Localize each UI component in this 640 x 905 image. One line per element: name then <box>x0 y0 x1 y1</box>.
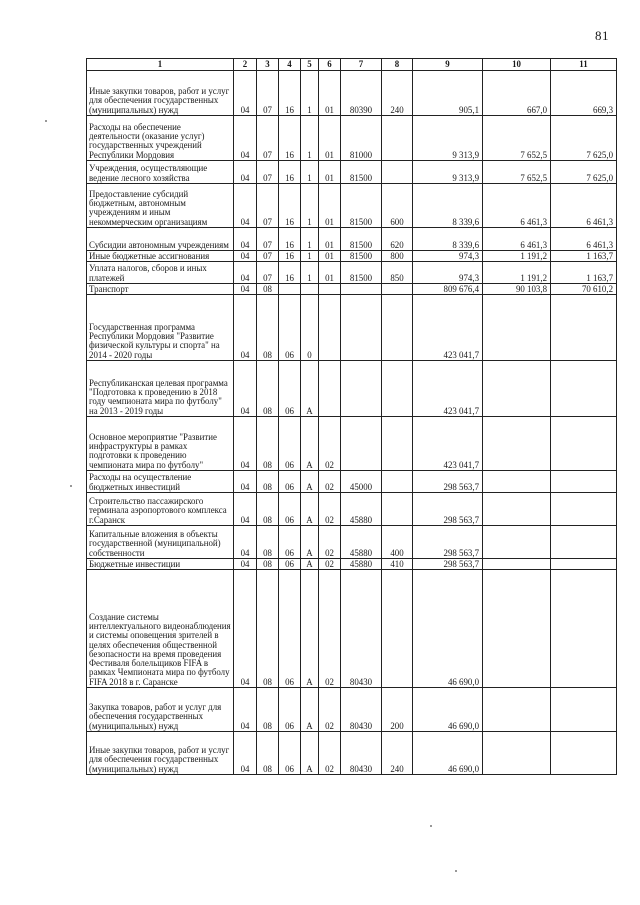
row-value-cell: 06 <box>279 732 301 775</box>
row-name-cell: Создание системы интеллектуального видеонаблюдения и системы оповещения зрителей в целях обеспечения общественной безопасности на время проведения Фестиваля болельщиков FIFA в рамках Чемпионата мира по футболу FIFA 2018 в г. Саранске <box>87 570 234 688</box>
row-value-cell: 1 <box>301 161 319 184</box>
table-row <box>87 471 617 493</box>
row-value-cell: 06 <box>279 471 301 493</box>
row-value-cell: 81500 <box>341 228 382 251</box>
row-value-cell <box>382 161 413 184</box>
table-row <box>87 71 617 116</box>
row-value-cell: 8 339,6 <box>413 228 483 251</box>
row-name-cell: Транспорт <box>87 284 234 295</box>
column-header: 9 <box>413 59 483 71</box>
row-value-cell <box>382 284 413 295</box>
row-value-cell: 1 <box>301 184 319 228</box>
row-value-cell <box>341 295 382 361</box>
table-header-row <box>87 59 617 71</box>
row-value-cell <box>551 471 617 493</box>
row-value-cell: 02 <box>319 417 341 471</box>
row-value-cell: 01 <box>319 184 341 228</box>
row-value-cell: 16 <box>279 71 301 116</box>
row-value-cell <box>551 688 617 732</box>
row-value-cell: 02 <box>319 570 341 688</box>
row-value-cell <box>483 526 551 559</box>
row-value-cell <box>301 284 319 295</box>
table-row <box>87 361 617 417</box>
row-value-cell: 1 191,2 <box>483 251 551 262</box>
row-value-cell: 1 <box>301 116 319 161</box>
row-value-cell: 400 <box>382 526 413 559</box>
row-name-cell: Основное мероприятие "Развитие инфраструктуры в рамках подготовки к проведению чемпионата мира по футболу" <box>87 417 234 471</box>
row-value-cell: 06 <box>279 493 301 526</box>
row-value-cell <box>341 417 382 471</box>
row-value-cell: 01 <box>319 251 341 262</box>
row-value-cell: 80430 <box>341 732 382 775</box>
row-value-cell: 81500 <box>341 251 382 262</box>
row-value-cell: 04 <box>234 493 257 526</box>
row-value-cell: 04 <box>234 161 257 184</box>
row-value-cell: 1 163,7 <box>551 251 617 262</box>
row-value-cell: 16 <box>279 184 301 228</box>
row-value-cell: 80390 <box>341 71 382 116</box>
row-value-cell: 6 461,3 <box>483 228 551 251</box>
row-value-cell: 7 652,5 <box>483 116 551 161</box>
row-value-cell <box>341 284 382 295</box>
row-value-cell <box>382 361 413 417</box>
row-value-cell: 07 <box>257 251 279 262</box>
row-value-cell: 70 610,2 <box>551 284 617 295</box>
row-value-cell: 1 191,2 <box>483 262 551 284</box>
table-row <box>87 161 617 184</box>
row-name-cell: Республиканская целевая программа "Подготовка к проведению в 2018 году чемпионата мира по футболу" на 2013 - 2019 годы <box>87 361 234 417</box>
column-header: 8 <box>382 59 413 71</box>
row-value-cell: 04 <box>234 184 257 228</box>
row-value-cell: 07 <box>257 161 279 184</box>
table-row <box>87 559 617 570</box>
table-row <box>87 688 617 732</box>
row-value-cell: 06 <box>279 295 301 361</box>
row-value-cell <box>551 361 617 417</box>
row-value-cell <box>483 688 551 732</box>
table-row <box>87 732 617 775</box>
row-value-cell: 298 563,7 <box>413 493 483 526</box>
row-value-cell: 1 <box>301 71 319 116</box>
row-value-cell: А <box>301 361 319 417</box>
table-row <box>87 417 617 471</box>
row-value-cell <box>551 295 617 361</box>
row-value-cell: 1 163,7 <box>551 262 617 284</box>
row-value-cell <box>382 493 413 526</box>
row-value-cell <box>483 732 551 775</box>
row-value-cell: 16 <box>279 161 301 184</box>
row-value-cell: 423 041,7 <box>413 361 483 417</box>
table-row <box>87 228 617 251</box>
row-value-cell <box>551 732 617 775</box>
row-value-cell: 974,3 <box>413 262 483 284</box>
row-value-cell: 800 <box>382 251 413 262</box>
column-header: 10 <box>483 59 551 71</box>
row-name-cell: Субсидии автономным учреждениям <box>87 228 234 251</box>
row-value-cell: 298 563,7 <box>413 471 483 493</box>
row-value-cell <box>382 417 413 471</box>
row-value-cell: 08 <box>257 732 279 775</box>
row-value-cell: 298 563,7 <box>413 526 483 559</box>
row-value-cell: 45000 <box>341 471 382 493</box>
row-value-cell: 81500 <box>341 161 382 184</box>
row-value-cell: 04 <box>234 526 257 559</box>
table-row <box>87 493 617 526</box>
row-value-cell: 905,1 <box>413 71 483 116</box>
row-value-cell: 667,0 <box>483 71 551 116</box>
column-header: 2 <box>234 59 257 71</box>
row-value-cell: 46 690,0 <box>413 732 483 775</box>
row-value-cell: 81500 <box>341 262 382 284</box>
row-value-cell: 04 <box>234 361 257 417</box>
row-value-cell: 46 690,0 <box>413 570 483 688</box>
row-value-cell: 08 <box>257 570 279 688</box>
row-value-cell: 02 <box>319 526 341 559</box>
row-name-cell: Иные бюджетные ассигнования <box>87 251 234 262</box>
scan-speck <box>430 825 432 827</box>
row-value-cell: А <box>301 526 319 559</box>
row-value-cell: 423 041,7 <box>413 295 483 361</box>
row-name-cell: Расходы на осуществление бюджетных инвестиций <box>87 471 234 493</box>
row-name-cell: Предоставление субсидий бюджетным, автономным учреждениям и иным некоммерческим организациям <box>87 184 234 228</box>
row-name-cell: Государственная программа Республики Мордовия "Развитие физической культуры и спорта" на 2014 - 2020 годы <box>87 295 234 361</box>
row-value-cell <box>483 559 551 570</box>
column-header: 7 <box>341 59 382 71</box>
row-value-cell <box>382 295 413 361</box>
row-value-cell: 45880 <box>341 493 382 526</box>
row-value-cell: 7 625,0 <box>551 116 617 161</box>
row-value-cell: 04 <box>234 262 257 284</box>
row-value-cell: 6 461,3 <box>483 184 551 228</box>
row-value-cell: 08 <box>257 559 279 570</box>
row-value-cell: 04 <box>234 71 257 116</box>
row-value-cell: 06 <box>279 688 301 732</box>
row-value-cell <box>279 284 301 295</box>
row-value-cell: 06 <box>279 526 301 559</box>
table-row <box>87 116 617 161</box>
row-value-cell: 06 <box>279 361 301 417</box>
table-row <box>87 262 617 284</box>
row-value-cell: 02 <box>319 688 341 732</box>
row-value-cell: 1 <box>301 228 319 251</box>
row-value-cell <box>382 570 413 688</box>
row-value-cell: 01 <box>319 161 341 184</box>
row-value-cell <box>382 471 413 493</box>
row-name-cell: Иные закупки товаров, работ и услуг для обеспечения государственных (муниципальных) нужд <box>87 732 234 775</box>
row-value-cell: 81000 <box>341 116 382 161</box>
table-body <box>87 71 617 775</box>
row-value-cell <box>551 526 617 559</box>
row-value-cell: А <box>301 471 319 493</box>
row-value-cell: 02 <box>319 559 341 570</box>
row-value-cell: 01 <box>319 262 341 284</box>
row-value-cell <box>483 570 551 688</box>
row-value-cell: 16 <box>279 228 301 251</box>
row-value-cell: 06 <box>279 570 301 688</box>
row-value-cell: 8 339,6 <box>413 184 483 228</box>
row-value-cell: 02 <box>319 493 341 526</box>
scan-speck <box>70 485 72 487</box>
row-name-cell: Строительство пассажирского терминала аэропортового комплекса г.Саранск <box>87 493 234 526</box>
row-value-cell: 6 461,3 <box>551 184 617 228</box>
scan-speck <box>45 120 47 122</box>
row-value-cell <box>483 361 551 417</box>
column-header: 6 <box>319 59 341 71</box>
row-value-cell: 1 <box>301 251 319 262</box>
row-value-cell: 04 <box>234 559 257 570</box>
row-value-cell: 0 <box>301 295 319 361</box>
row-value-cell: 04 <box>234 570 257 688</box>
page-number: 81 <box>595 28 609 43</box>
row-value-cell: 07 <box>257 116 279 161</box>
row-name-cell: Иные закупки товаров, работ и услуг для обеспечения государственных (муниципальных) нужд <box>87 71 234 116</box>
row-value-cell: 9 313,9 <box>413 116 483 161</box>
table-row <box>87 284 617 295</box>
row-name-cell: Расходы на обеспечение деятельности (оказание услуг) государственных учреждений Республики Мордовия <box>87 116 234 161</box>
row-value-cell <box>483 493 551 526</box>
row-name-cell: Бюджетные инвестиции <box>87 559 234 570</box>
column-header: 4 <box>279 59 301 71</box>
column-header: 3 <box>257 59 279 71</box>
row-value-cell: 45880 <box>341 526 382 559</box>
row-value-cell: 6 461,3 <box>551 228 617 251</box>
row-value-cell: 7 625,0 <box>551 161 617 184</box>
row-value-cell: А <box>301 732 319 775</box>
row-value-cell: 07 <box>257 262 279 284</box>
row-value-cell <box>551 559 617 570</box>
row-value-cell: 08 <box>257 493 279 526</box>
row-value-cell: 240 <box>382 732 413 775</box>
row-value-cell <box>382 116 413 161</box>
budget-table <box>86 58 617 775</box>
table-row <box>87 526 617 559</box>
row-value-cell: 08 <box>257 471 279 493</box>
row-value-cell: А <box>301 570 319 688</box>
row-value-cell: 07 <box>257 71 279 116</box>
row-value-cell: 04 <box>234 732 257 775</box>
table-row <box>87 251 617 262</box>
row-name-cell: Учреждения, осуществляющие ведение лесного хозяйства <box>87 161 234 184</box>
row-value-cell: 01 <box>319 116 341 161</box>
row-value-cell: 06 <box>279 417 301 471</box>
row-value-cell: 01 <box>319 71 341 116</box>
row-value-cell: 04 <box>234 116 257 161</box>
row-value-cell: 410 <box>382 559 413 570</box>
row-value-cell <box>319 361 341 417</box>
row-value-cell: А <box>301 559 319 570</box>
scan-speck <box>455 870 457 872</box>
row-value-cell: А <box>301 688 319 732</box>
row-value-cell: 08 <box>257 526 279 559</box>
row-value-cell: 04 <box>234 688 257 732</box>
row-value-cell <box>319 295 341 361</box>
row-value-cell: 08 <box>257 284 279 295</box>
row-value-cell: 7 652,5 <box>483 161 551 184</box>
row-value-cell: 850 <box>382 262 413 284</box>
row-value-cell: 07 <box>257 228 279 251</box>
row-value-cell: 04 <box>234 228 257 251</box>
row-value-cell: А <box>301 493 319 526</box>
row-value-cell: 02 <box>319 471 341 493</box>
row-value-cell: 974,3 <box>413 251 483 262</box>
row-value-cell: 01 <box>319 228 341 251</box>
row-value-cell: 08 <box>257 417 279 471</box>
row-value-cell: 600 <box>382 184 413 228</box>
row-value-cell: 423 041,7 <box>413 417 483 471</box>
row-value-cell: 669,3 <box>551 71 617 116</box>
row-value-cell: 08 <box>257 688 279 732</box>
row-value-cell: 809 676,4 <box>413 284 483 295</box>
row-value-cell: 298 563,7 <box>413 559 483 570</box>
row-value-cell: 02 <box>319 732 341 775</box>
row-value-cell: 16 <box>279 251 301 262</box>
row-value-cell: 80430 <box>341 570 382 688</box>
row-value-cell: 16 <box>279 262 301 284</box>
row-value-cell: 16 <box>279 116 301 161</box>
row-name-cell: Капитальные вложения в объекты государственной (муниципальной) собственности <box>87 526 234 559</box>
row-value-cell: 06 <box>279 559 301 570</box>
row-value-cell <box>551 570 617 688</box>
column-header: 5 <box>301 59 319 71</box>
row-value-cell: 04 <box>234 284 257 295</box>
row-value-cell: 04 <box>234 295 257 361</box>
row-value-cell <box>483 417 551 471</box>
row-value-cell: 08 <box>257 295 279 361</box>
row-value-cell: 200 <box>382 688 413 732</box>
row-value-cell <box>319 284 341 295</box>
row-value-cell: 07 <box>257 184 279 228</box>
row-value-cell: 1 <box>301 262 319 284</box>
row-name-cell: Уплата налогов, сборов и иных платежей <box>87 262 234 284</box>
row-value-cell <box>341 361 382 417</box>
row-value-cell: 04 <box>234 471 257 493</box>
row-value-cell <box>551 417 617 471</box>
row-value-cell: 81500 <box>341 184 382 228</box>
row-value-cell: 08 <box>257 361 279 417</box>
row-value-cell <box>551 493 617 526</box>
row-value-cell: А <box>301 417 319 471</box>
row-value-cell <box>483 295 551 361</box>
row-value-cell: 04 <box>234 417 257 471</box>
table-row <box>87 295 617 361</box>
row-value-cell <box>483 471 551 493</box>
row-value-cell: 46 690,0 <box>413 688 483 732</box>
row-value-cell: 80430 <box>341 688 382 732</box>
row-value-cell: 90 103,8 <box>483 284 551 295</box>
row-value-cell: 620 <box>382 228 413 251</box>
row-value-cell: 04 <box>234 251 257 262</box>
column-header: 11 <box>551 59 617 71</box>
row-value-cell: 45880 <box>341 559 382 570</box>
table-row <box>87 184 617 228</box>
table-row <box>87 570 617 688</box>
row-value-cell: 240 <box>382 71 413 116</box>
row-value-cell: 9 313,9 <box>413 161 483 184</box>
column-header: 1 <box>87 59 234 71</box>
row-name-cell: Закупка товаров, работ и услуг для обеспечения государственных (муниципальных) нужд <box>87 688 234 732</box>
